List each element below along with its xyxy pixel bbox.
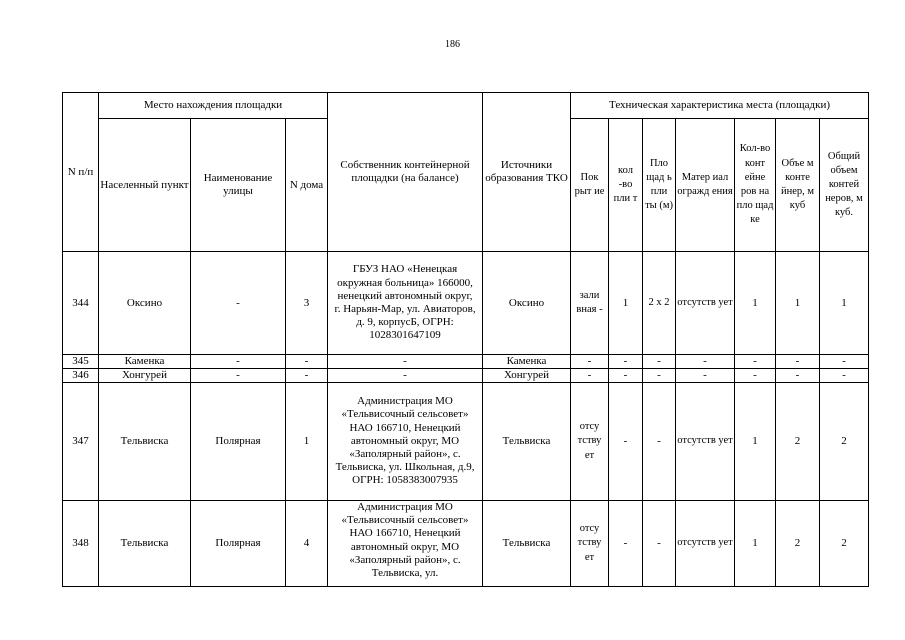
cell-house: 3 <box>286 252 328 355</box>
cell-slab-count: - <box>609 368 643 382</box>
cell-owner: - <box>328 368 483 382</box>
cell-settlement: Тельвиска <box>99 382 191 500</box>
cell-slab-area: 2 х 2 <box>643 252 676 355</box>
cell-slab-area: - <box>643 382 676 500</box>
cell-sources: Тельвиска <box>483 382 571 500</box>
cell-container-count: - <box>735 355 776 369</box>
cell-index: 348 <box>63 500 99 586</box>
cell-house: 4 <box>286 500 328 586</box>
cell-sources: Хонгурей <box>483 368 571 382</box>
cell-surface: - <box>571 368 609 382</box>
cell-index: 345 <box>63 355 99 369</box>
cell-container-volume: - <box>776 355 820 369</box>
header-container-count: Кол-во конт ейне ров на пло щад ке <box>735 119 776 252</box>
cell-container-volume: 2 <box>776 382 820 500</box>
table-row <box>63 252 869 355</box>
header-location-group: Место нахождения площадки <box>99 93 328 119</box>
cell-house: 1 <box>286 382 328 500</box>
header-sources: Источники образования ТКО <box>483 93 571 252</box>
cell-index: 347 <box>63 382 99 500</box>
cell-owner: Администрация МО «Тельвисочный сельсовет» НАО 166710, Ненецкий автономный округ, МО «Заполярный район», с. Тельвиска, ул. <box>328 500 483 586</box>
cell-fence: отсутств ует <box>676 252 735 355</box>
cell-street: - <box>191 252 286 355</box>
cell-container-volume: - <box>776 368 820 382</box>
header-tech-group: Техническая характеристика места (площадки) <box>571 93 869 119</box>
cell-slab-area: - <box>643 368 676 382</box>
cell-owner: Администрация МО «Тельвисочный сельсовет» НАО 166710, Ненецкий автономный округ, МО «Заполярный район», с. Тельвиска, ул. Школьная, д.9, ОГРН: 1058383007935 <box>328 382 483 500</box>
cell-house: - <box>286 355 328 369</box>
cell-container-count: 1 <box>735 382 776 500</box>
cell-container-count: 1 <box>735 252 776 355</box>
cell-settlement: Оксино <box>99 252 191 355</box>
cell-street: Полярная <box>191 382 286 500</box>
page-number: 186 <box>445 39 460 50</box>
cell-slab-area: - <box>643 355 676 369</box>
cell-total-volume: 2 <box>820 500 869 586</box>
cell-fence: отсутств ует <box>676 382 735 500</box>
table-row <box>63 368 869 382</box>
header-index: N п/п <box>63 93 99 252</box>
cell-slab-count: - <box>609 500 643 586</box>
cell-owner: - <box>328 355 483 369</box>
cell-fence: - <box>676 368 735 382</box>
cell-settlement: Тельвиска <box>99 500 191 586</box>
header-container-volume: Объе м конте йнер, м куб <box>776 119 820 252</box>
cell-slab-count: 1 <box>609 252 643 355</box>
cell-surface: отсу тству ет <box>571 382 609 500</box>
cell-sources: Оксино <box>483 252 571 355</box>
cell-surface: - <box>571 355 609 369</box>
cell-settlement: Каменка <box>99 355 191 369</box>
cell-slab-count: - <box>609 382 643 500</box>
header-row-top <box>63 93 869 119</box>
cell-street: - <box>191 355 286 369</box>
cell-index: 346 <box>63 368 99 382</box>
cell-slab-area: - <box>643 500 676 586</box>
header-slab-count: кол -во пли т <box>609 119 643 252</box>
header-total-volume: Общий объем контей неров, м куб. <box>820 119 869 252</box>
container-sites-table <box>62 92 869 587</box>
cell-house: - <box>286 368 328 382</box>
header-fence: Матер иал огражд ения <box>676 119 735 252</box>
header-house: N дома <box>286 119 328 252</box>
cell-street: - <box>191 368 286 382</box>
cell-total-volume: 2 <box>820 382 869 500</box>
table-row <box>63 500 869 586</box>
header-street: Наименование улицы <box>191 119 286 252</box>
cell-sources: Каменка <box>483 355 571 369</box>
cell-container-volume: 2 <box>776 500 820 586</box>
cell-total-volume: 1 <box>820 252 869 355</box>
cell-sources: Тельвиска <box>483 500 571 586</box>
cell-settlement: Хонгурей <box>99 368 191 382</box>
cell-total-volume: - <box>820 368 869 382</box>
header-surface: Пок рыт ие <box>571 119 609 252</box>
cell-fence: отсутств ует <box>676 500 735 586</box>
cell-owner: ГБУЗ НАО «Ненецкая окружная больница» 166000, ненецкий автономный округ, г. Нарьян-Мар, ул. Авиаторов, д. 9, корпусБ, ОГРН: 1028301647109 <box>328 252 483 355</box>
cell-index: 344 <box>63 252 99 355</box>
cell-slab-count: - <box>609 355 643 369</box>
header-settlement: Населенный пункт <box>99 119 191 252</box>
cell-container-volume: 1 <box>776 252 820 355</box>
cell-street: Полярная <box>191 500 286 586</box>
table-row <box>63 355 869 369</box>
cell-fence: - <box>676 355 735 369</box>
table-row <box>63 382 869 500</box>
cell-container-count: 1 <box>735 500 776 586</box>
header-owner: Собственник контейнерной площадки (на балансе) <box>328 93 483 252</box>
cell-total-volume: - <box>820 355 869 369</box>
header-slab-area: Пло щад ь пли ты (м) <box>643 119 676 252</box>
cell-container-count: - <box>735 368 776 382</box>
cell-surface: зали вная - <box>571 252 609 355</box>
cell-surface: отсу тству ет <box>571 500 609 586</box>
